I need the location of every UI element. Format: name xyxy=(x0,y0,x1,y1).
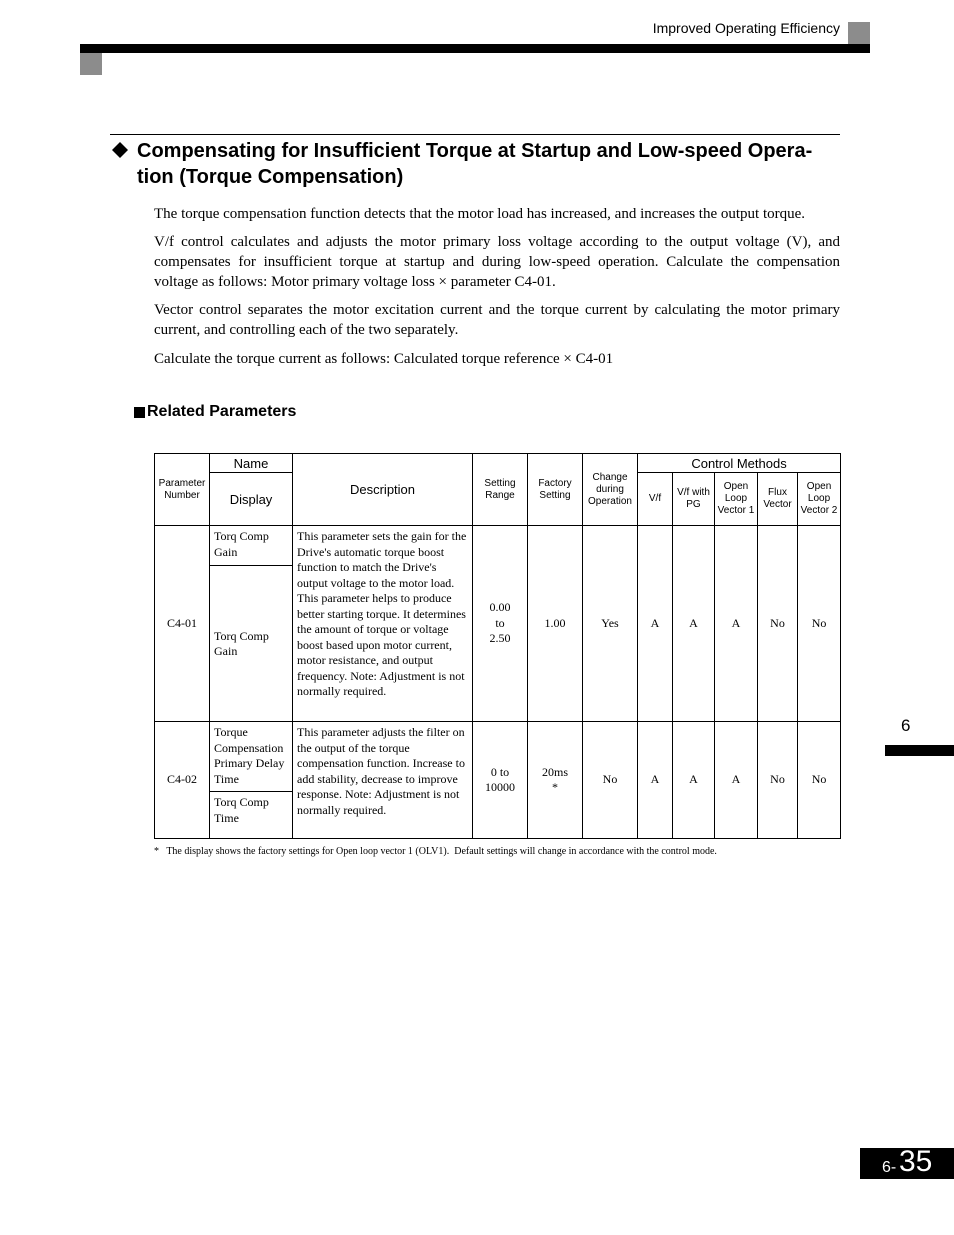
param-number: C4-02 xyxy=(155,722,210,839)
param-name: Torque Compensation Primary Delay Time xyxy=(210,722,293,792)
param-description: This parameter adjusts the filter on the output of the torque compensation function. Increase to add stability, decrease to improve response. Note: Adjustment is not normally required. xyxy=(293,722,473,839)
diamond-bullet-icon xyxy=(112,142,128,158)
param-method-vf-pg: A xyxy=(673,722,715,839)
header-change-during-operation: Change during Operation xyxy=(583,454,638,526)
parameter-table xyxy=(154,453,841,839)
table-row xyxy=(155,722,841,792)
param-change-during-operation: Yes xyxy=(583,526,638,722)
header-factory-setting: Factory Setting xyxy=(528,454,583,526)
paragraph-2: V/f control calculates and adjusts the motor primary loss voltage according to the output voltage (V), and compensates for insufficient torque at startup and during low-speed operation. Calculate the compensation voltage as follows: Motor primary voltage loss × parameter C4-01. xyxy=(154,234,840,290)
header-setting-range: Setting Range xyxy=(473,454,528,526)
header-display: Display xyxy=(210,473,293,526)
param-method-flux-vector: No xyxy=(758,526,798,722)
header-method-vf-pg: V/f with PG xyxy=(673,473,715,526)
param-method-olv1: A xyxy=(715,526,758,722)
subsection-title: Related Parameters xyxy=(147,403,297,420)
header-method-flux-vector: Flux Vector xyxy=(758,473,798,526)
section-title-line-1: Compensating for Insufficient Torque at Startup and Low-speed Opera- xyxy=(137,140,813,162)
param-method-flux-vector: No xyxy=(758,722,798,839)
param-method-olv1: A xyxy=(715,722,758,839)
table-row xyxy=(155,526,841,566)
param-display: Torq Comp Gain xyxy=(210,566,293,722)
param-setting-range xyxy=(473,722,528,839)
header-method-vf: V/f xyxy=(638,473,673,526)
header-gray-square xyxy=(848,22,870,44)
section-rule xyxy=(110,134,840,135)
section-title-line-2: tion (Torque Compensation) xyxy=(137,166,404,188)
setting-range-text: 0 to 10000 xyxy=(485,764,515,794)
param-change-during-operation: No xyxy=(583,722,638,839)
param-factory-setting: 1.00 xyxy=(528,526,583,722)
header-rule xyxy=(80,44,870,53)
header-name: Name xyxy=(210,454,293,473)
paragraph-3: Vector control separates the motor excitation current and the torque current by calculating the motor primary current, and controlling each of the two separately. xyxy=(154,302,840,338)
chapter-tab-bar xyxy=(885,745,954,756)
running-header: Improved Operating Efficiency xyxy=(652,20,840,36)
param-number: C4-01 xyxy=(155,526,210,722)
param-display: Torq Comp Time xyxy=(210,792,293,839)
section-title xyxy=(137,138,837,190)
chapter-tab-number: 6 xyxy=(901,716,911,735)
param-setting-range xyxy=(473,526,528,722)
page-number-prefix: 6- xyxy=(882,1159,897,1176)
param-method-vf: A xyxy=(638,526,673,722)
header-control-methods: Control Methods xyxy=(638,454,841,473)
param-name: Torq Comp Gain xyxy=(210,526,293,566)
header-description: Description xyxy=(293,454,473,526)
param-factory-setting xyxy=(528,722,583,839)
header-left-gray-square xyxy=(80,53,102,75)
table-footnote: * The display shows the factory settings for Open loop vector 1 (OLV1). Default settings will change in accordance with the control mode. xyxy=(154,846,717,857)
param-method-vf: A xyxy=(638,722,673,839)
setting-range-text: 0.00 to 2.50 xyxy=(489,600,511,646)
paragraph-4: Calculate the torque current as follows: Calculated torque reference × C4-01 xyxy=(154,351,614,367)
param-method-olv2: No xyxy=(798,526,841,722)
paragraph-1: The torque compensation function detects that the motor load has increased, and increases the output torque. xyxy=(154,206,806,222)
page-number xyxy=(860,1145,954,1179)
header-method-olv2: Open Loop Vector 2 xyxy=(798,473,841,526)
factory-setting-text: 20ms * xyxy=(541,764,568,794)
param-method-olv2: No xyxy=(798,722,841,839)
param-method-vf-pg: A xyxy=(673,526,715,722)
square-bullet-icon xyxy=(134,407,145,418)
header-parameter-number: Parameter Number xyxy=(155,454,210,526)
header-method-olv1: Open Loop Vector 1 xyxy=(715,473,758,526)
param-description: This parameter sets the gain for the Drive's automatic torque boost function to match the Drive's output voltage to the motor load. This parameter helps to produce better starting torque. It determines the amount of torque or voltage boost based upon motor current, motor resistance, and output frequency. Note: Adjustment is not normally required. xyxy=(293,526,473,722)
page-number-main: 35 xyxy=(899,1145,933,1178)
